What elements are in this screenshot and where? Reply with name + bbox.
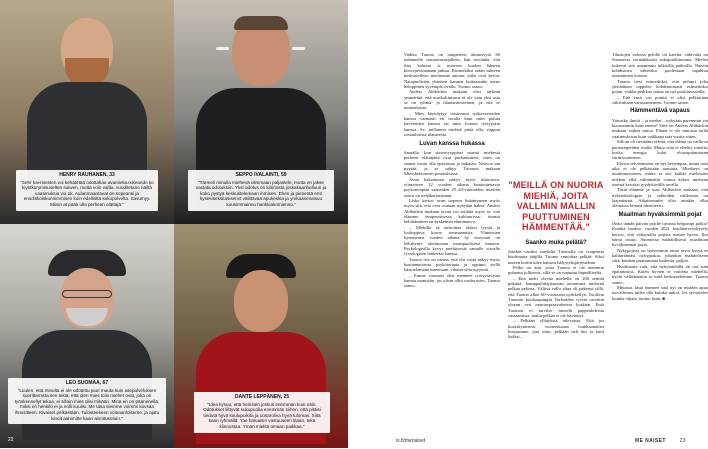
body-paragraph: Elossa selviämiseen on nyt herjempaa, mutta uusi aika ei ole pelkästään autuutta. Miesheys on monimuotoinen, mutta ei siis kaikki mielessäsi miehen eikä välttämättä voinut kokea miehenä itsensä kovaksi tyydyttävällä tavalla.: [612, 160, 708, 187]
body-paragraph: Pelko on asia, josta Tuomo ei ole aiemmin puhunut julkisesti, sillä se on tuntunut häpeälliseltä.: [508, 264, 604, 276]
body-paragraph: Joinkin varaksi miehiltä Tuomolla on vrrapinsia huolimatta jääjillä. Tuomo ennoittaa pelkää. Siksi uuteen kotiin tulee kattava hälyytyksjärjestelmä.: [508, 248, 604, 265]
profile-name: LEO SUOMAA, 67: [65, 380, 109, 386]
body-paragraph: – Emme varmasti olisi menneet työtyytäväinä kanssa naimisiin, jos olisin ollut vanha mies, Tuomo sanoo.: [404, 272, 500, 289]
page-number-right: 23: [679, 438, 686, 444]
body-paragraph: – Miehille se tarkoittaa aluksi lyysiä ja loukoppiva koron tresmaamista. Viimeisten kymmenen vuoden aikana hy vinvointi on kehittynyt ulottumaan monipuolisesti muuten. Psykologisilla kyvyt merkitsevät samalle virvalle fysiologisen laitteeksi kanssa.: [404, 224, 500, 257]
footer-right: [635, 438, 686, 444]
portrait-tile-seppo: [174, 0, 348, 224]
body-paragraph: Tästä elämme ja uusi Ahlbäckin mukaan, että nykyteknologian ja suhteiden valikoima on laajentunut. Aikaisemmin olisi ainakin ollut olemassa kiinteä identiteetti.: [612, 187, 708, 209]
quote-card-seppo: [188, 170, 334, 211]
profile-quote: "Tärmeli minulla miehenä olimmaan paljastele, mutta en jakse vastata odotuksiin. Yksi odotus on kiinnosta jossakaanhelluun ja koko pystyä keskustelemaan ihmisen. Ehen ja pienentä enti kysesiseksitasisenvt välittävää apukeskia ja ymkaanevaisuu kuusimmainnu hankkiakomienso.": [195, 179, 327, 207]
portrait-tile-henry: [0, 0, 174, 224]
profile-name: HENRY RAUHANEN, 33: [59, 172, 115, 178]
quote-card-dante: [194, 392, 330, 433]
body-paragraph: Lisko kertoo avun tarpeen lisääntyneen myös myös sitä, että ovat osataan nykyään hakea. Anders Ahlbäckin mukaan luvan voi selittää myös se, että elämme terapeuttisessa kulttuurissa: itsensä kehittäminen on keskeinen elämänarvo.: [404, 197, 500, 225]
body-paragraph: – Eitä mekt olevaa miehellä on 200 senttiä pitkänä, kamppailulajitaustan omaavana miehenä pelkaa pelosta. Välitsä vallu altaa oli pakenyt sillä, että Tuomo alkoi 60-vuotiaana nyrkkeilyn. Tuolloin Tuomon kotikaupungin Varkauden ryssiä ostettiin yhtean veti marttaspraavalteteia koskien. Eniä Tuomon ei turvilee mietelä pappeuhdeista vastaamista, mutta pelkää ei ole hävinnyt.: [508, 275, 604, 318]
portrait-tile-dante: [174, 224, 348, 448]
body-paragraph: Avun hakeminen näkyy myös tilastoissa: viimeisten 12 vuoden aikana kuntoutettavia psykoterapiaa saaneiden 25–44-vuotiaiden miesten osuus on neljäkertaistunut.: [404, 176, 500, 198]
portrait-tile-leo: [0, 224, 174, 448]
body-paragraph: Tuomo itse on varma, että elsi vasta näkyy myös kustannuttavaa psykoterapia ja oppinut siellä käsittelemään tunteitaan, vihasta silta myymiä.: [404, 256, 500, 273]
body-paragraph: Tilastojen valossa pelolle on katetta: väkivalta on Suomessa voimakkaasti sukupuolittunutta. Miehet kokevat sitä useammin julkisilla paikoilla. Naisiin kohdistuva väkivalta puolestaan tapahtuu useimmiten kotona.: [612, 52, 708, 79]
profile-name: DANTE LEPPÄNEN, 25: [234, 394, 290, 400]
portrait-grid: [0, 0, 348, 449]
footer-url: is.fi/menaiset: [396, 438, 426, 444]
page-number-left: 22: [8, 437, 14, 443]
footer-section: ME NAISET: [635, 438, 666, 444]
article-page: [348, 0, 708, 449]
quote-card-henry: [16, 170, 158, 211]
body-paragraph: Onko tämän päivän pojille tuvassa helpompi polku? Kuinka tuomio, vuoden 2021 kouluterveyskysely kertoo, että valtaosalla pojista menee hyvin. Ilse nämä osuus. Suomessa mahdollisesti maailman hyväksimmät pojat.: [612, 220, 708, 248]
section-heading: Maailman hyväksimmät pojat: [618, 211, 702, 218]
body-paragraph: Nykypojista on harvemmin omat arvot kysyä se kalitartämäsi nykypoikia, johonkin mahdoliseen siitä, kunhan puuttumatta kaikesta, paljon.: [612, 247, 708, 264]
body-paragraph: – Mies käyttäytyy toisinnosa työkaverseiden kanssa varmasti eri tavalla kuin mies puhua kavereiden kanssa tai mies kotona työtyytäin kanssa. Se, millainen mieheä pitää olla, riippuu sosiaalisesta tilanteesta.: [404, 110, 500, 138]
body-paragraph: Vaivatko ilmiöt – ja miehet – nykyään paremmin vai huonommin kuin ennen? Siitä on Anders Ahlbäckin mukaan vaikea sanoa. Elämä ei ole sanoisia tailla vaatimuksista kuin vaikkapa sata vuotta sitten.: [612, 117, 708, 139]
profile-quote: "Idea kysuu, että heinsien joskus enemmän kuin näin. Odotukset liittyvät sukupuolia enemmän siihen, että pitäisi tiedutä hyvä koulupoikita ja uosaroliva hyvä tulomas. Siitä kaan ryhmällä. Yae haluaisin vastuuseen tilaan, tekä kiinnostaa. Ymän mielitä omaan paikkaa.": [203, 401, 321, 429]
profile-quote: "Luulen, että minulta ei ole odotettu juuri muuta kuin asepalveluksen suorittamista sen tekiä, että olen mies toisi miehet ovat, joka on työskennellyt tekoa, ei silloin mies olisi mikään. Minä en on päänenellä, miksi en henkilö ei ja nolli kuulisi. Me tasa siemme voimmi kovsaa ihmisitleen. Kivaiset pelkästään. Tulosteeseen voinaanloiseme, ja ajatu kinoit aahimitte kaan aivoitusotoin.": [14, 387, 160, 421]
body-paragraph: Silloin oli tiesitääm selvää, että elämä on vailla sa peruutarpeiden osalla. Mutta siitä ei elteltty miettiä, koska energia kului elossapitämiseen varmistamiseen.: [612, 139, 708, 161]
body-paragraph: Vaikka Tuomo on tampereen äiminsvytä 60 tuhannelle somuseuraajalleen, hän myöntää, että ilan kahesta si misesen kuolen häneen kierrejuvalaanaan jatkuu. Esimerkiksi erään suhteen keskustelleen miehensää aniona, joiha oval hyvin. Natapuolisten yhteisen kannen hoituatenhe mene heloppinen syvemplo ovallu. Tuomo sanoo.: [404, 52, 500, 90]
profile-name: SEPPO IVALAINTI, 59: [235, 172, 287, 178]
body-paragraph: Minusta, tästä mennee sinä nyt on muiden apua turvallisuus tullee olla kuinka mikoi. Jos tavoittelee kuinka ohjata, tuomo lisää. ■: [612, 285, 708, 301]
section-heading: Hämmentävä vapaus: [630, 108, 690, 115]
body-paragraph: Samalla, kun stereotyyppiset normit miehestä perheen elättäjänä ovat purkautuneet, mies on saanut luvan olla epävarma ja hukassa. Neuvoa saa pyytää, ja se näkyy Tuomon mukaan Miessheikoneen postauksissa.: [404, 149, 500, 177]
section-heading: Saanko muka pelätä?: [525, 239, 587, 246]
body-paragraph: Huolimatta siitä, että nykymiehillä on osa isän epäinnostus. Kuten hyvien ei vaittena miehellä, hyvin välittämätön se mitä keskustelemme. Tuomo sanoo.: [612, 263, 708, 285]
body-paragraph: Anders Ahlbäckin mukaan olisi tärkeää ymmärtää, että maskuliinisuus ei ole vain yksi asia se on ryhmä- ja tilanneulosteinen, ja että se monenlaista.: [404, 89, 500, 111]
article-column-2: [508, 52, 604, 340]
article-column-1: [404, 52, 500, 289]
body-paragraph: – Että ensä vos pointti ei olisi pelkästään väkivaltaan varustanteneen, Tuomo sanoo.: [612, 94, 708, 106]
section-heading: Luvan kanssa hukassa: [419, 140, 485, 147]
pull-quote: "MEILLÄ ON NUORIA MIEHIÄ, JOITA VALLMIN MALLIN PUUTTUMINEN HÄMMENTÄÄ.": [508, 180, 604, 232]
body-paragraph: – Pelkään yllätyksiä tulevaista. Etiä jos koskittymisesti vuoteentaaaa loukkaantulisi korjaamme, jota esim. pelkään neb dos ja kaiti lisäksi...: [508, 318, 604, 340]
quote-card-leo: [8, 378, 166, 424]
body-paragraph: Tuomo tiesi esimerkiksi, että peluuri joka yksinäinen tappelee kohduttomasti esimerkiksi pojan, vaikka pelkkaa saitua on nyt puoliinvaaralla.: [612, 78, 708, 95]
profile-quote: "Sehr kai-miesten voi kehätetää odottakaa avamieluu ukeandn ko kiyntkorymisuselten suiwen, mutta voin valita, vuoditetano näiltä vaatimuksia voi ok. Aulanmaantavat on sopeansi ja ensdiskoiskunnimmisen kuin edellisltä sukupolvelta. Savumyy. Miisin at pääk ulla perheen elättäjä.": [20, 179, 154, 207]
article-column-3: [612, 52, 708, 301]
